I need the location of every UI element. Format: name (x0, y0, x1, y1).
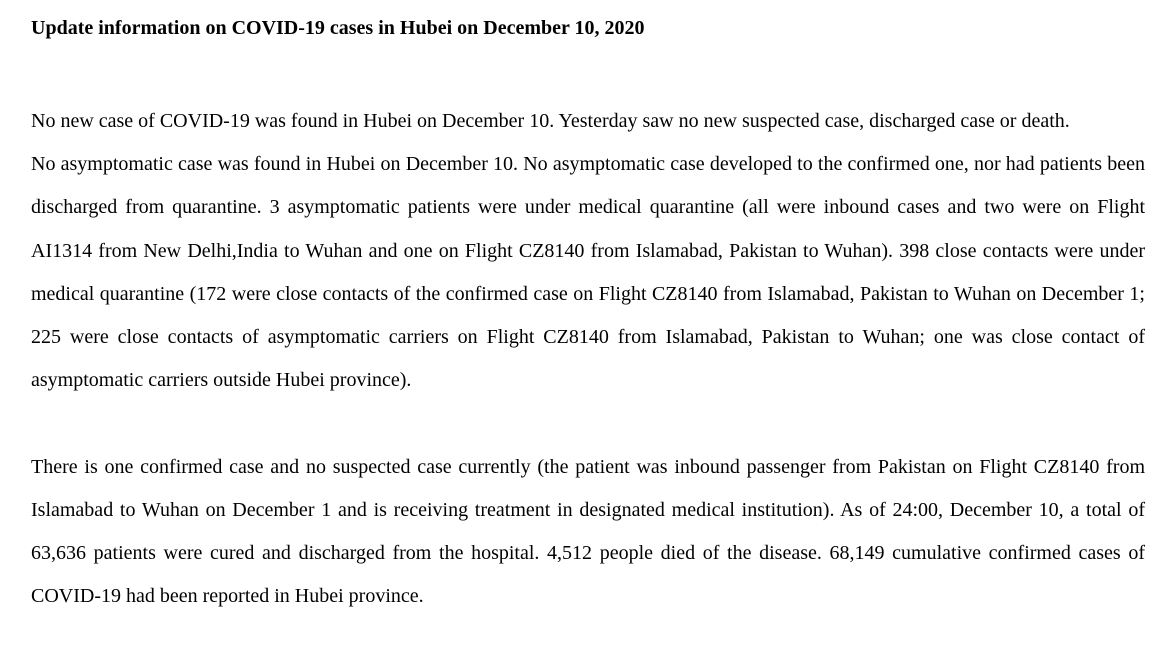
spacer (31, 402, 1145, 445)
document-title: Update information on COVID-19 cases in Hubei on December 10, 2020 (31, 17, 645, 39)
paragraph-cumulative-cases: There is one confirmed case and no suspected case currently (the patient was inbound passenger from Pakistan on Flight CZ8140 from Islamabad to Wuhan on December 1 and is receiving treatment in designated medical institution). As of 24:00, December 10, a total of 63,636 patients were cured and discharged from the hospital. 4,512 people died of the disease. 68,149 cumulative confirmed cases of COVID-19 had been reported in Hubei province. (31, 455, 1145, 608)
paragraph-asymptomatic-cases: No asymptomatic case was found in Hubei on December 10. No asymptomatic case developed to the confirmed one, nor had patients been discharged from quarantine. 3 asymptomatic patients were under medical quarantine (all were inbound cases and two were on Flight AI1314 from New Delhi,India to Wuhan and one on Flight CZ8140 from Islamabad, Pakistan to Wuhan). 398 close contacts were under medical quarantine (172 were close contacts of the confirmed case on Flight CZ8140 from Islamabad, Pakistan to Wuhan on December 1; 225 were close contacts of asymptomatic carriers on Flight CZ8140 from Islamabad, Pakistan to Wuhan; one was close contact of asymptomatic carriers outside Hubei province). (31, 153, 1145, 392)
paragraph-new-cases: No new case of COVID-19 was found in Hubei on December 10. Yesterday saw no new suspected case, discharged case or death. (31, 110, 1070, 132)
spacer (31, 43, 1145, 100)
